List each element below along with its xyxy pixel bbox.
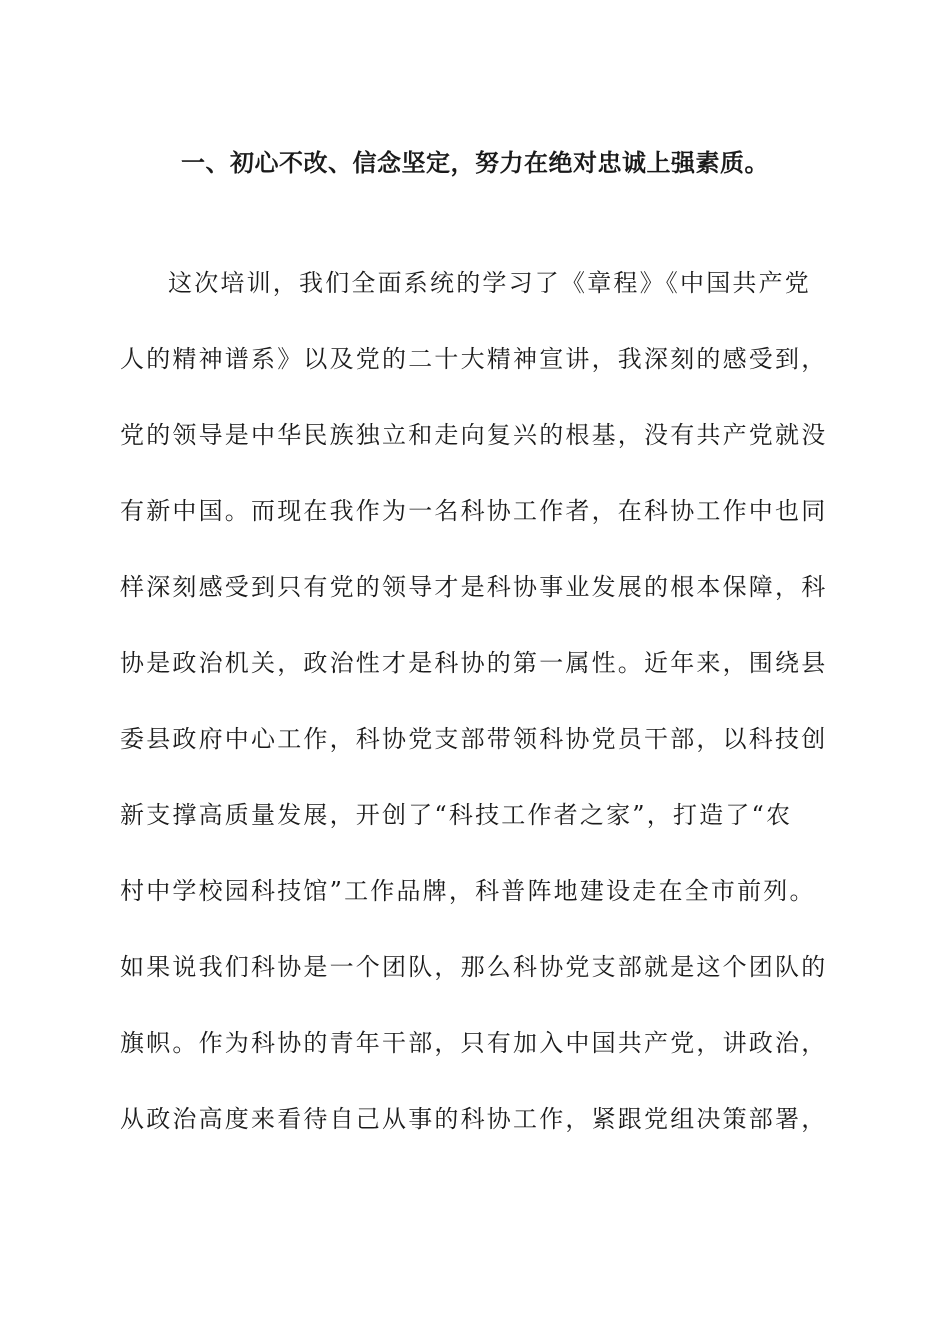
paragraph-line-8: 新支撑高质量发展，开创了“科技工作者之家”，打造了“农 (120, 801, 793, 829)
paragraph-line-11: 旗帜。作为科协的青年干部，只有加入中国共产党，讲政治， (120, 1029, 828, 1057)
paragraph-line-7: 委县政府中心工作，科协党支部带领科协党员干部，以科技创 (120, 725, 828, 753)
paragraph-line-6: 协是政治机关，政治性才是科协的第一属性。近年来，围绕县 (120, 649, 828, 677)
paragraph-line-12: 从政治高度来看待自己从事的科协工作，紧跟党组决策部署， (120, 1105, 828, 1133)
paragraph-line-9: 村中学校园科技馆”工作品牌，科普阵地建设走在全市前列。 (120, 877, 816, 905)
paragraph-line-10: 如果说我们科协是一个团队，那么科协党支部就是这个团队的 (120, 953, 828, 981)
paragraph-line-2: 人的精神谱系》以及党的二十大精神宣讲，我深刻的感受到， (120, 345, 828, 373)
paragraph-line-4: 有新中国。而现在我作为一名科协工作者，在科协工作中也同 (120, 497, 828, 525)
section-heading: 一、初心不改、信念坚定，努力在绝对忠诚上强素质。 (181, 149, 769, 177)
paragraph-line-3: 党的领导是中华民族独立和走向复兴的根基，没有共产党就没 (120, 421, 828, 449)
paragraph-line-1: 这次培训，我们全面系统的学习了《章程》《中国共产党 (168, 269, 811, 297)
paragraph-line-5: 样深刻感受到只有党的领导才是科协事业发展的根本保障，科 (120, 573, 828, 601)
